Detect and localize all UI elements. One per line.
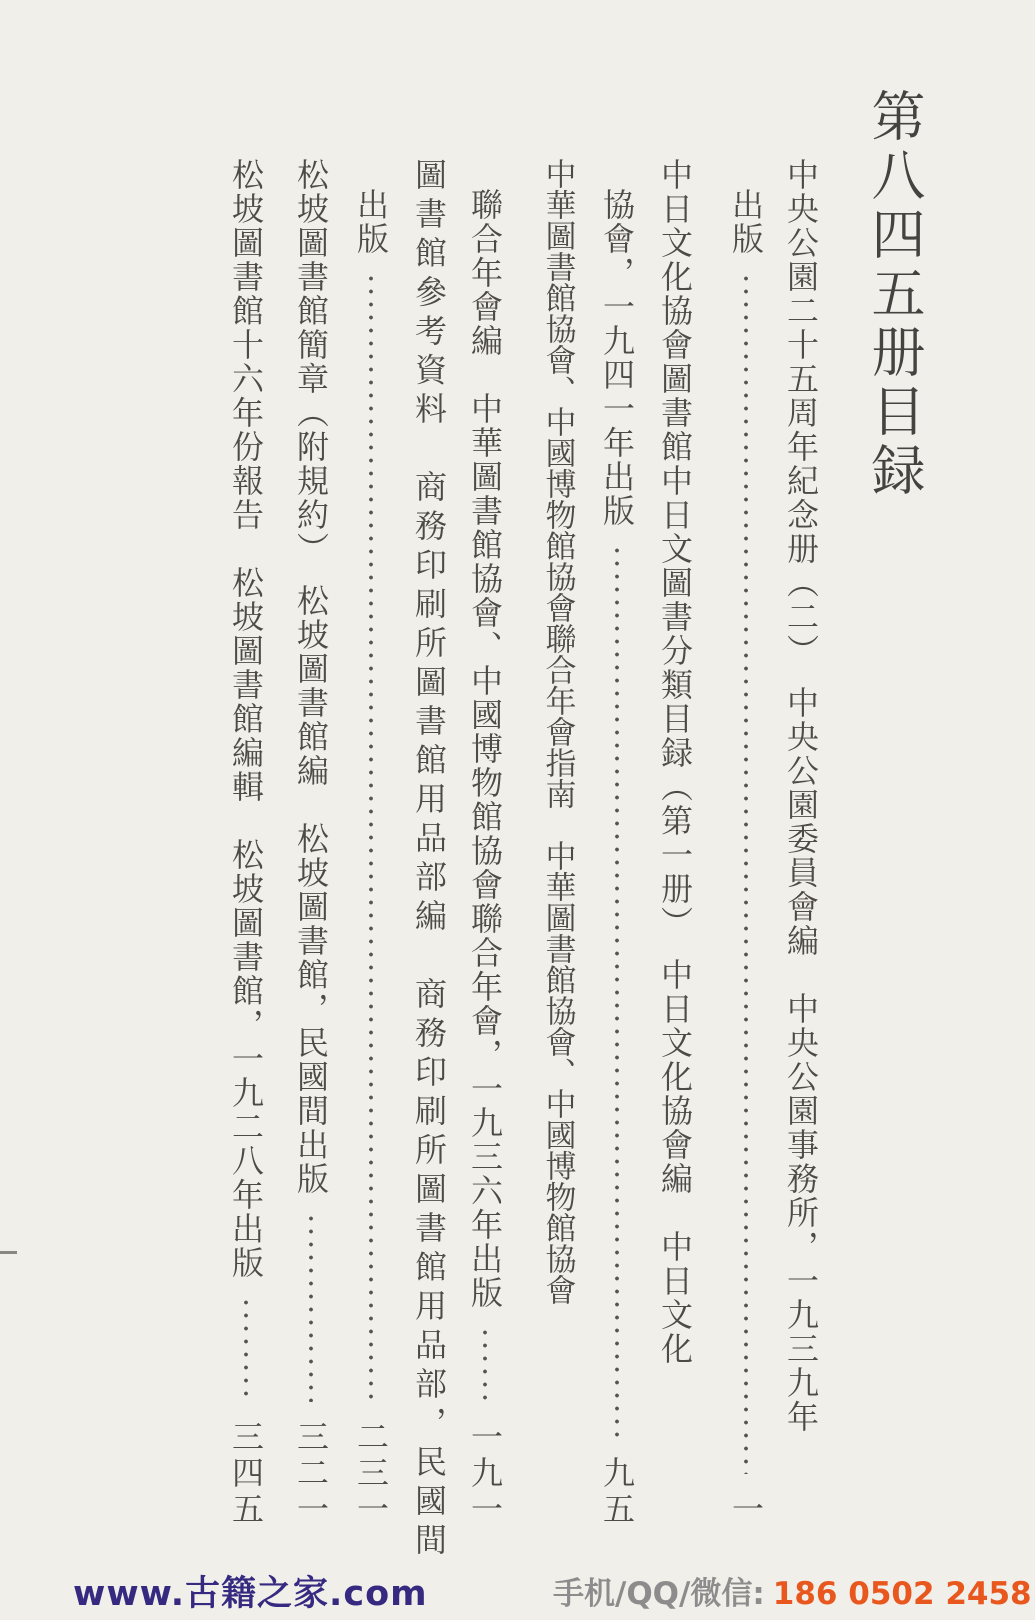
page-number: 三四五	[227, 1420, 265, 1528]
toc-entry-5-column	[288, 158, 334, 1528]
toc-entry-text: 出版	[352, 188, 390, 256]
toc-entry-text: 松坡圖書館簡章（附規約） 松坡圖書館編 松坡圖書館，民國間出版	[292, 158, 330, 1196]
page-number: 二三一	[352, 1420, 390, 1528]
dot-leader	[242, 1296, 250, 1402]
toc-entry-1-leader-column	[723, 188, 769, 1528]
watermark-contact-number: 186 0502 2458	[772, 1576, 1032, 1612]
watermark-site-url: www.古籍之家.com	[73, 1574, 428, 1614]
toc-entry-2-main-column	[652, 158, 698, 1366]
page-margin-marker	[0, 1251, 17, 1254]
toc-entry-4-leader-column	[348, 188, 394, 1528]
page-number: 一	[727, 1492, 765, 1528]
page-number: 三二一	[292, 1420, 330, 1528]
dot-leader	[367, 272, 375, 1402]
dot-leader	[613, 544, 621, 1438]
page-number: 一九一	[466, 1420, 504, 1528]
dot-leader	[481, 1326, 489, 1402]
toc-entry-text: 圖書館參考資料 商務印刷所圖書館用品部編 商務印刷所圖書館用品部，民國間	[410, 158, 448, 1562]
toc-entry-text: 協會，一九四一年出版	[598, 188, 636, 528]
toc-entry-text: 中華圖書館協會、中國博物館協會聯合年會指南 中華圖書館協會、中國博物館協會	[539, 158, 576, 1305]
dot-leader	[307, 1212, 315, 1402]
toc-entry-text: 松坡圖書館十六年份報告 松坡圖書館編輯 松坡圖書館，一九二八年出版	[227, 158, 265, 1280]
toc-entry-2-leader-column	[594, 188, 640, 1528]
watermark-contact	[553, 1568, 1032, 1613]
toc-entry-1-main-column	[778, 158, 824, 1434]
toc-entry-3-main-column	[534, 158, 580, 1305]
page-number: 九五	[598, 1456, 636, 1528]
volume-title: 第八四五册目録	[863, 88, 926, 501]
toc-entry-3-leader-column	[462, 188, 508, 1528]
toc-entry-6-column	[223, 158, 269, 1528]
toc-entry-text: 中日文化協會圖書館中日文圖書分類目録（第一册） 中日文化協會編 中日文化	[656, 158, 694, 1366]
toc-entry-text: 聯合年會編 中華圖書館協會、中國博物館協會聯合年會，一九三六年出版	[466, 188, 504, 1310]
watermark-contact-label: 手机/QQ/微信:	[553, 1576, 765, 1612]
toc-entry-text: 出版	[727, 188, 765, 256]
dot-leader	[742, 272, 750, 1474]
toc-entry-text: 中央公園二十五周年紀念册（二） 中央公園委員會編 中央公園事務所，一九三九年	[782, 158, 820, 1434]
toc-entry-4-main-column	[406, 158, 452, 1562]
